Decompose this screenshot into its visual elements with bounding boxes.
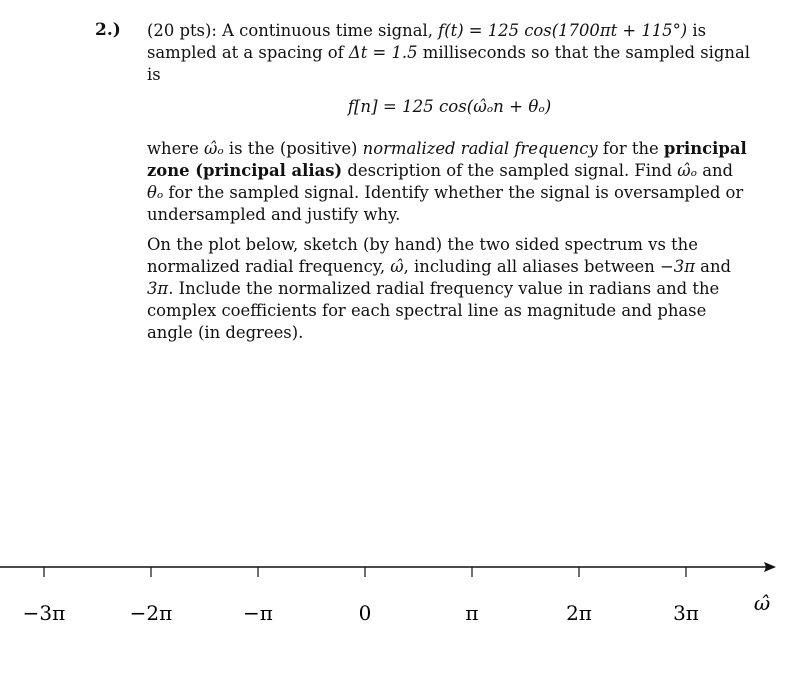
axis-tick-label: 2π [566,601,592,625]
axis-label: ω̂ [753,591,771,615]
principal-zone-term: principal zone (principal alias) [147,139,747,180]
q-text-a: where [147,139,205,158]
q-text-b: is the (positive) [223,139,363,158]
omega-symbol: ω̂ₒ [204,139,224,158]
axis-tick-label: −π [243,601,273,625]
problem-body [147,20,752,352]
problem-sketch-instructions [147,234,752,344]
axis-tick-label: −2π [129,601,173,625]
q-text-d: description of the sampled signal. Find [342,161,678,180]
q-text-e: and [696,161,734,180]
problem-intro [147,20,752,86]
axis-tick-label: 3π [673,601,699,625]
axis-tick-label: −3π [22,601,66,625]
theta-symbol: θₒ [147,183,164,202]
sampled-signal-equation: f[n] = 125 cos(ω̂ₒn + θₒ) [347,97,552,116]
axis-tick-label: 0 [358,601,372,625]
problem-number: 2.) [95,20,121,40]
axis-ticks [23,567,699,625]
s-text-d: . Include the normalized radial frequency value in radians and the complex coefficients for each spectral line as magnitude and phase angle (in degrees). [147,279,720,342]
signal-expression: f(t) = 125 cos(1700πt + 115°) [438,21,688,40]
omega-symbol-2: ω̂ₒ [677,161,697,180]
intro-text-a: A continuous time signal, [222,21,439,40]
q-text-f: for the sampled signal. Identify whether the signal is oversampled or undersampled and justify why. [147,183,744,224]
s-text-c: and [694,257,731,276]
s-text-a: On the plot below, sketch (by hand) the two sided spectrum vs the normalized radial frequency, [147,235,698,276]
intro-text-c: milliseconds so that the sampled signal is [147,43,750,84]
s-text-b: , including all aliases between [403,257,661,276]
spacing-expression: Δt = 1.5 [348,43,418,62]
q-text-c: for the [597,139,664,158]
points: (20 pts): [147,21,223,40]
normalized-freq-term: normalized radial frequency [362,139,598,158]
axis-svg [0,540,804,671]
intro-text-b: is sampled at a spacing of [147,21,707,62]
problem-question [147,138,752,226]
range-high: 3π [147,279,169,298]
axis-tick-label: π [465,601,479,625]
frequency-axis [0,540,804,671]
range-low: −3π [660,257,695,276]
omega-hat-symbol: ω̂ [390,257,404,276]
